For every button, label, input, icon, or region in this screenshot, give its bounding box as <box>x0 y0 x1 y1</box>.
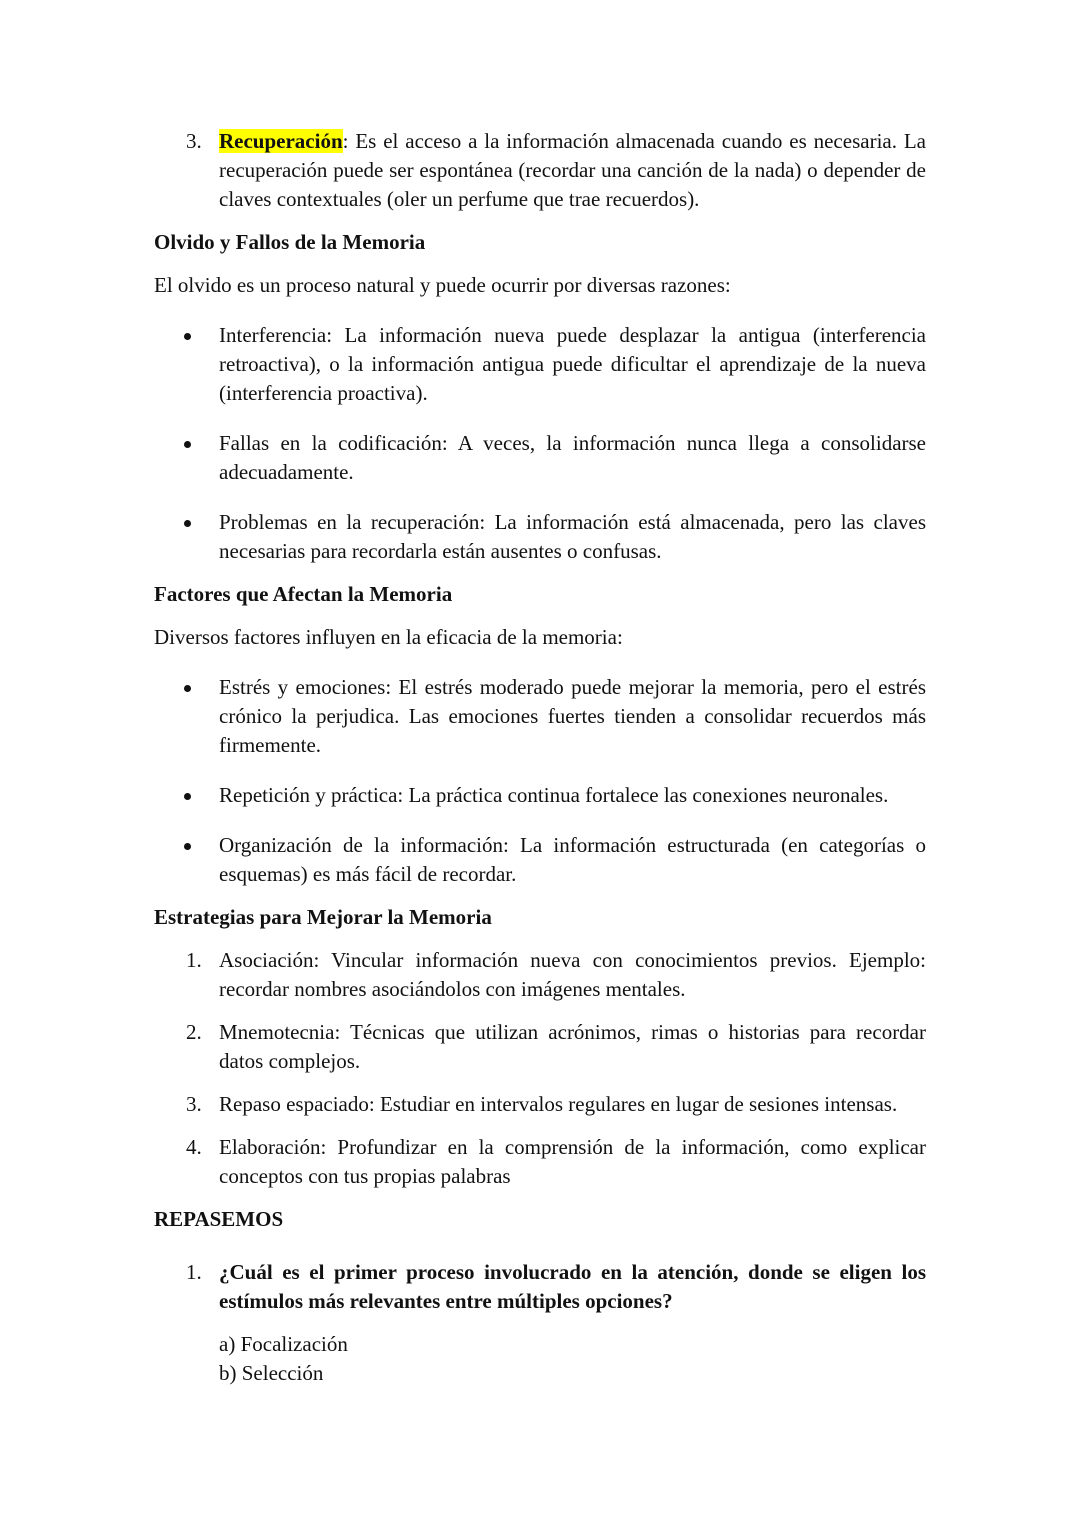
bullet-icon <box>184 685 191 692</box>
list-item <box>154 1018 926 1076</box>
list-item-text: Repaso espaciado: Estudiar en intervalos regulares en lugar de sesiones intensas. <box>219 1092 898 1116</box>
list-item <box>154 429 926 487</box>
list-item <box>154 831 926 889</box>
highlighted-term: Recuperación <box>219 129 343 153</box>
list-number: 4. <box>186 1135 202 1159</box>
list-item-text: Problemas en la recuperación: La información está almacenada, pero las claves necesarias para recordarla están ausentes o confusas. <box>219 510 926 563</box>
list-item <box>154 946 926 1004</box>
list-number: 1. <box>186 1260 202 1284</box>
list-item-text: Repetición y práctica: La práctica continua fortalece las conexiones neuronales. <box>219 783 889 807</box>
list-item <box>154 1090 926 1119</box>
olvido-heading: Olvido y Fallos de la Memoria <box>154 230 426 254</box>
bullet-icon <box>184 520 191 527</box>
list-number: 1. <box>186 948 202 972</box>
list-item-text: Mnemotecnia: Técnicas que utilizan acrónimos, rimas o historias para recordar datos complejos. <box>219 1020 926 1073</box>
document-page <box>154 127 926 1388</box>
factores-heading: Factores que Afectan la Memoria <box>154 582 453 606</box>
list-item <box>154 1133 926 1191</box>
list-item-text: Interferencia: La información nueva puede desplazar la antigua (interferencia retroactiva), o la información antigua puede dificultar el aprendizaje de la nueva (interferencia proactiva). <box>219 323 926 405</box>
repasemos-heading: REPASEMOS <box>154 1207 284 1231</box>
bullet-icon <box>184 793 191 800</box>
bullet-icon <box>184 441 191 448</box>
list-number: 3. <box>186 129 202 153</box>
list-item <box>154 781 926 810</box>
list-item-text: Asociación: Vincular información nueva con conocimientos previos. Ejemplo: recordar nombres asociándolos con imágenes mentales. <box>219 948 926 1001</box>
list-item <box>154 508 926 566</box>
list-item-text: Elaboración: Profundizar en la comprensión de la información, como explicar conceptos con tus propias palabras <box>219 1135 926 1188</box>
list-item-text: Estrés y emociones: El estrés moderado puede mejorar la memoria, pero el estrés crónico la perjudica. Las emociones fuertes tienden a consolidar recuerdos más firmemente. <box>219 675 926 757</box>
bullet-icon <box>184 333 191 340</box>
list-item <box>154 321 926 408</box>
answer-option: b) Selección <box>219 1361 324 1385</box>
factores-intro: Diversos factores influyen en la eficacia de la memoria: <box>154 625 623 649</box>
question-item <box>154 1258 926 1316</box>
list-number: 3. <box>186 1092 202 1116</box>
question-text: ¿Cuál es el primer proceso involucrado en la atención, donde se eligen los estímulos más relevantes entre múltiples opciones? <box>219 1260 926 1313</box>
recuperacion-item <box>154 127 926 214</box>
estrategias-heading: Estrategias para Mejorar la Memoria <box>154 905 492 929</box>
bullet-icon <box>184 843 191 850</box>
recuperacion-text: : Es el acceso a la información almacenada cuando es necesaria. La recuperación puede ser espontánea (recordar una canción de la nada) o depender de claves contextuales (oler un perfume que trae recuerdos). <box>219 129 926 211</box>
list-number: 2. <box>186 1020 202 1044</box>
answer-option: a) Focalización <box>219 1332 348 1356</box>
list-item-text: Organización de la información: La información estructurada (en categorías o esquemas) es más fácil de recordar. <box>219 833 926 886</box>
list-item-text: Fallas en la codificación: A veces, la información nunca llega a consolidarse adecuadamente. <box>219 431 926 484</box>
list-item <box>154 673 926 760</box>
olvido-intro: El olvido es un proceso natural y puede ocurrir por diversas razones: <box>154 273 731 297</box>
